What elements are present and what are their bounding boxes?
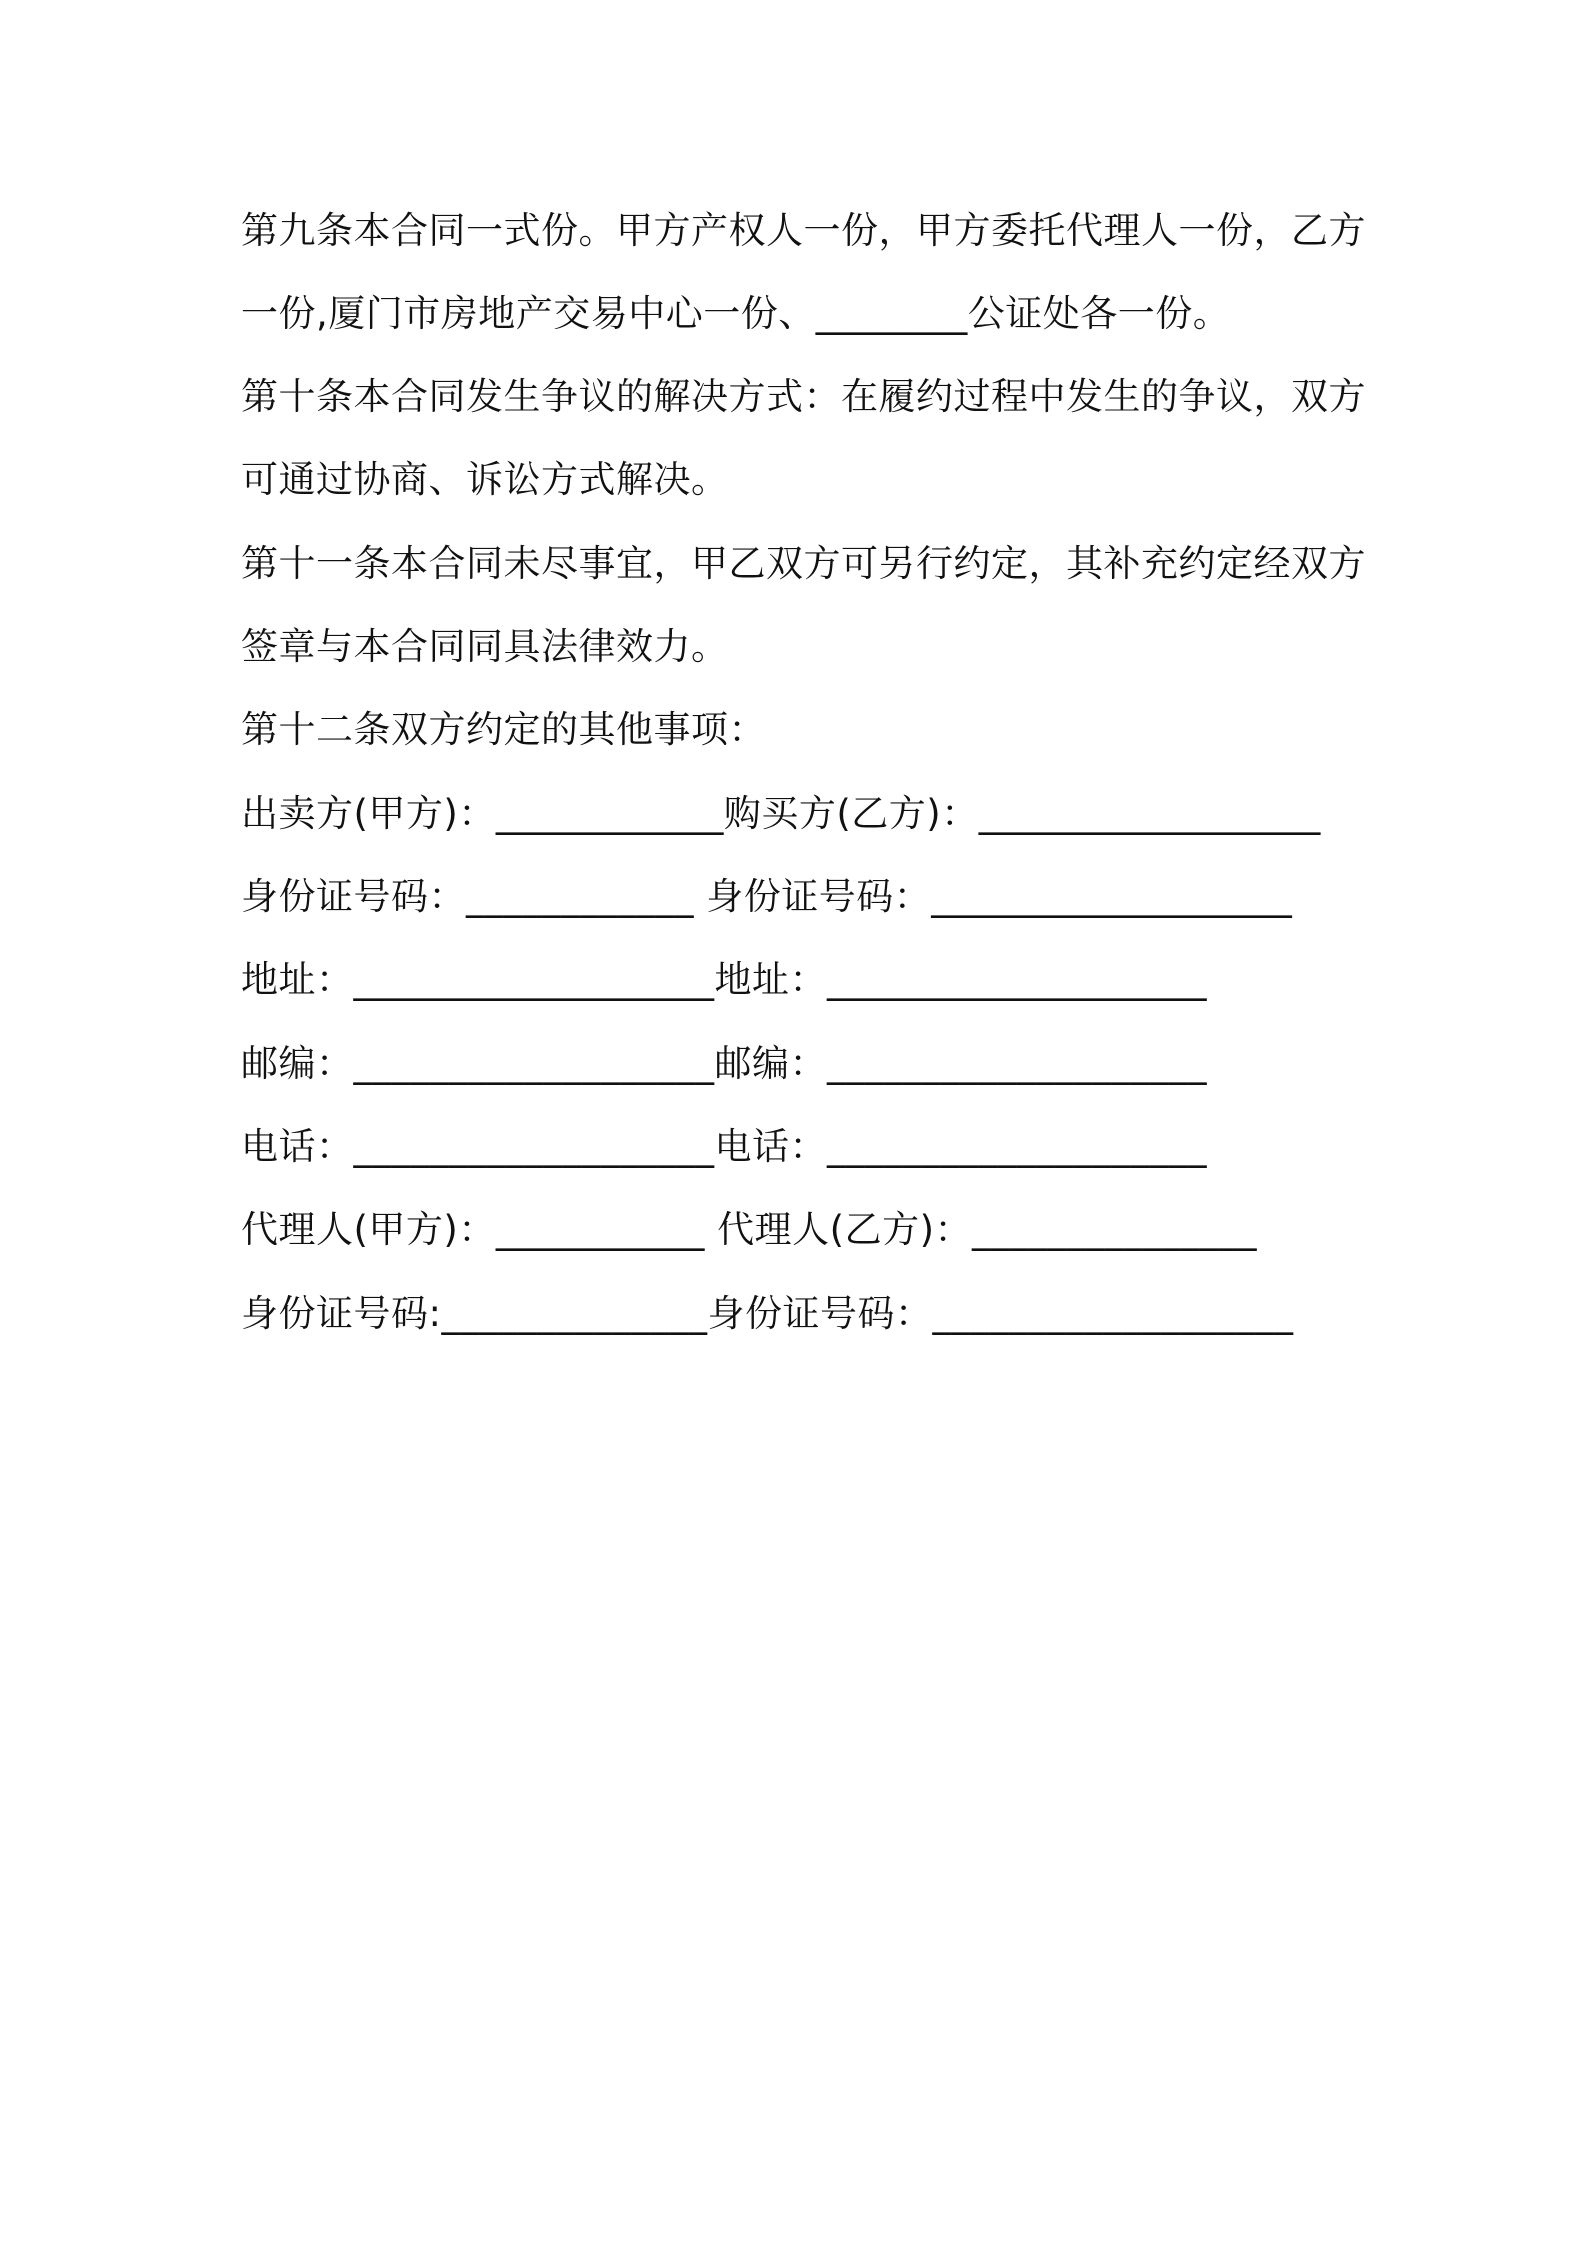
- id-number-line: 身份证号码：____________ 身份证号码：___________________: [241, 875, 1293, 918]
- agent-line: 代理人(甲方)：___________ 代理人(乙方)：_______________: [241, 1208, 1258, 1251]
- address-line: 地址：___________________地址：____________________: [241, 958, 1207, 1001]
- postcode-line: 邮编：___________________邮编：____________________: [241, 1042, 1207, 1085]
- phone-line: 电话：___________________电话：____________________: [241, 1125, 1207, 1168]
- clause-9-line-1: 第九条本合同一式份。甲方产权人一份，甲方委托代理人一份，乙方: [241, 209, 1366, 252]
- agent-id-number-line: 身份证号码:______________身份证号码：___________________: [241, 1292, 1294, 1335]
- clause-11-line-2: 签章与本合同同具法律效力。: [241, 625, 729, 668]
- clause-12-line-1: 第十二条双方约定的其他事项：: [241, 708, 766, 751]
- clause-10-line-1: 第十条本合同发生争议的解决方式：在履约过程中发生的争议，双方: [241, 375, 1366, 418]
- seller-buyer-line: 出卖方(甲方)：____________购买方(乙方)：__________________: [241, 792, 1321, 835]
- clause-10-line-2: 可通过协商、诉讼方式解决。: [241, 458, 729, 501]
- clause-11-line-1: 第十一条本合同未尽事宜，甲乙双方可另行约定，其补充约定经双方: [241, 542, 1366, 585]
- clause-9-line-2: 一份,厦门市房地产交易中心一份、________公证处各一份。: [241, 292, 1231, 335]
